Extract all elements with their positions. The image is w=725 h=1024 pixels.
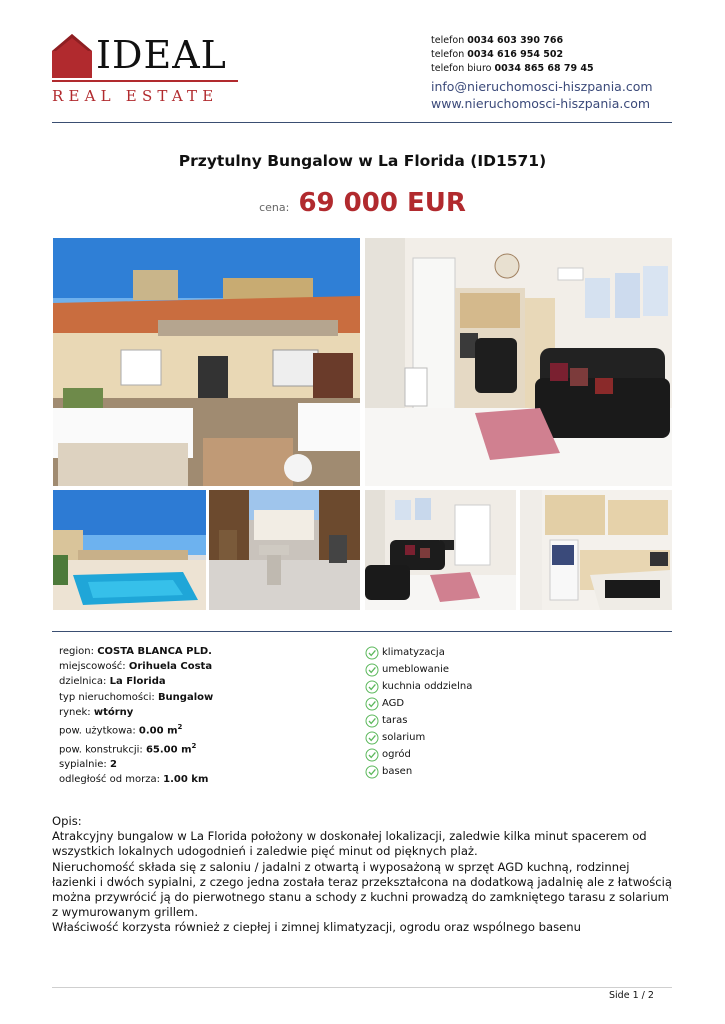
phone-row: telefon biuro 0034 865 68 79 45 <box>431 63 594 74</box>
detail-row: rynek: wtórny <box>59 706 134 718</box>
detail-row: sypialnie: 2 <box>59 759 117 771</box>
price-value: 69 000 EUR <box>298 188 466 218</box>
check-icon <box>365 748 379 762</box>
description-heading: Opis: <box>52 814 82 828</box>
check-icon <box>365 646 379 660</box>
footer-divider <box>52 987 672 988</box>
feature-item: ogród <box>365 746 472 763</box>
logo-wordmark: IDEAL <box>96 33 227 77</box>
house-logo-icon <box>52 34 92 78</box>
photo-pool[interactable] <box>53 490 206 610</box>
check-icon <box>365 663 379 677</box>
photo-terrace[interactable] <box>209 490 360 610</box>
check-icon <box>365 697 379 711</box>
listing-title: Przytulny Bungalow w La Florida (ID1571) <box>178 152 547 170</box>
feature-item: umeblowanie <box>365 661 472 678</box>
contact-block <box>431 34 653 112</box>
detail-row: pow. konstrukcji: 65.00 $m^2$ <box>59 741 197 755</box>
feature-item: kuchnia oddzielna <box>365 678 472 695</box>
check-icon <box>365 765 379 779</box>
description-paragraph: Atrakcyjny bungalow w La Florida położony w doskonałej lokalizacji, zaledwie kilka minut spacerem od wszystkich lokalnych udogodnień i zaledwie pięć minut od pięknych plaż. <box>52 829 647 859</box>
section-divider <box>52 631 672 632</box>
photo-lounge[interactable] <box>365 490 516 610</box>
photo-living-room[interactable] <box>365 238 672 486</box>
description-paragraph: Nieruchomość składa się z saloniu / jadalni z otwartą i wyposażoną w sprzęt AGD kuchną, rodzinnej łazienki i dwóch sypialni, z czego jedna została teraz przekształcona na dodatkową jadalnię ale z łatwością można przywrócić ją do pierwotnego stanu a schody z kuchni prowadzą do zamkniętego tarasu z solarium z wymurowanym grillem. <box>52 859 673 920</box>
feature-item: basen <box>365 763 472 780</box>
photo-exterior[interactable] <box>53 238 360 486</box>
logo-divider <box>52 80 238 82</box>
phone-row: telefon 0034 603 390 766 <box>431 35 564 46</box>
header-divider <box>52 122 672 123</box>
logo-subtitle: REAL ESTATE <box>52 87 219 105</box>
price-row <box>0 188 725 218</box>
detail-row: typ nieruchomości: Bungalow <box>59 691 214 703</box>
email-link[interactable]: info@nieruchomosci-hiszpania.com <box>431 79 653 94</box>
phone-number[interactable]: 0034 865 68 79 45 <box>494 63 594 74</box>
phone-number[interactable]: 0034 603 390 766 <box>467 35 564 46</box>
phone-row: telefon 0034 616 954 502 <box>431 49 564 60</box>
property-details <box>59 644 213 787</box>
description-paragraph: Właściwość korzysta również z ciepłej i zimnej klimatyzacji, ogrodu oraz wspólnego basenu <box>52 920 581 935</box>
check-icon <box>365 714 379 728</box>
feature-list <box>365 644 472 780</box>
feature-item: AGD <box>365 695 472 712</box>
detail-row: miejscowość: Orihuela Costa <box>59 661 213 673</box>
check-icon <box>365 680 379 694</box>
detail-row: region: COSTA BLANCA PLD. <box>59 646 212 657</box>
detail-row: odległość od morza: 1.00 km <box>59 774 209 786</box>
feature-item: klimatyzacja <box>365 644 472 661</box>
description <box>52 814 672 936</box>
phone-number[interactable]: 0034 616 954 502 <box>467 49 564 60</box>
check-icon <box>365 731 379 745</box>
detail-row: pow. użytkowa: 0.00 $m^2$ <box>59 723 183 737</box>
website-link[interactable]: www.nieruchomosci-hiszpania.com <box>431 96 651 111</box>
price-label: cena: <box>259 201 290 214</box>
feature-item: taras <box>365 712 472 729</box>
page-number: Side 1 / 2 <box>609 990 654 1001</box>
photo-kitchen[interactable] <box>520 490 672 610</box>
feature-item: solarium <box>365 729 472 746</box>
company-logo <box>52 34 242 106</box>
detail-row: dzielnica: La Florida <box>59 676 166 688</box>
